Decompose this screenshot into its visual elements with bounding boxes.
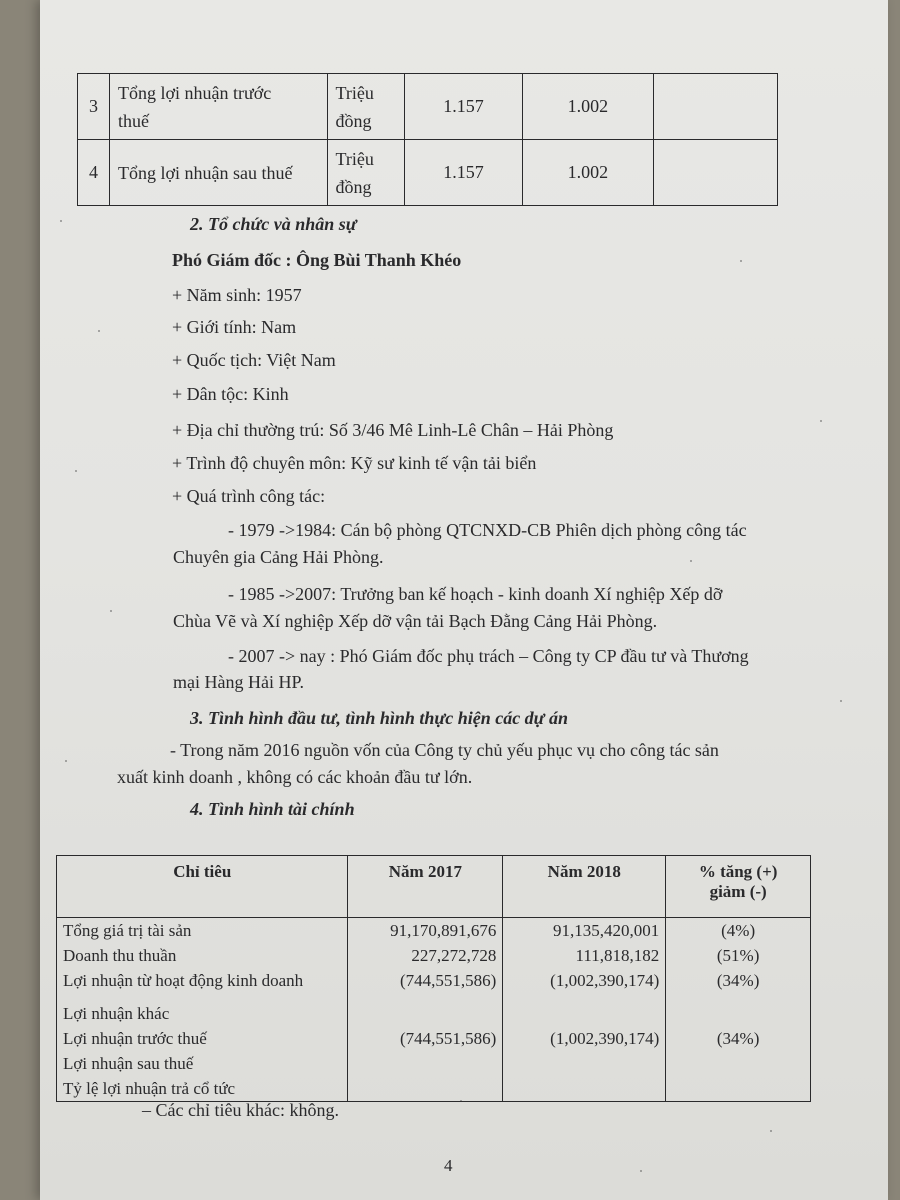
row-value-2: 1.002 xyxy=(522,140,653,206)
year-2017-cell: 91,170,891,676 227,272,728 (744,551,586) (744,551,586) xyxy=(348,918,503,1102)
row-label: Tổng lợi nhuận trước thuế xyxy=(109,74,327,140)
row-value-1: 1.157 xyxy=(405,140,522,206)
row-label: Tổng lợi nhuận sau thuế xyxy=(109,140,327,206)
row-unit: Triệu đồng xyxy=(327,74,405,140)
table-row xyxy=(78,74,778,140)
career-line: - 1985 ->2007: Trưởng ban kế hoạch - kinh doanh Xí nghiệp Xếp dỡ xyxy=(228,584,723,604)
info-line: + Địa chỉ thường trú: Số 3/46 Mê Linh-Lê Chân – Hải Phòng xyxy=(172,420,614,440)
header-2017: Năm 2017 xyxy=(348,856,503,918)
footer-note: – Các chỉ tiêu khác: không. xyxy=(142,1100,339,1120)
row-number: 3 xyxy=(78,74,110,140)
row-value-2: 1.002 xyxy=(522,74,653,140)
row-value-3 xyxy=(654,74,778,140)
career-line: Chùa Vẽ và Xí nghiệp Xếp dỡ vận tải Bạch Đằng Cảng Hải Phòng. xyxy=(173,611,658,631)
paragraph-line: xuất kinh doanh , không có các khoản đầu tư lớn. xyxy=(117,767,473,787)
info-line: + Năm sinh: 1957 xyxy=(172,285,302,305)
table-row xyxy=(78,140,778,206)
section-heading: 4. Tình hình tài chính xyxy=(190,799,355,819)
info-line: + Quá trình công tác: xyxy=(172,486,326,506)
career-line: - 1979 ->1984: Cán bộ phòng QTCNXD-CB Phiên dịch phòng công tác xyxy=(228,520,747,540)
page-number: 4 xyxy=(444,1156,453,1175)
row-unit: Triệu đồng xyxy=(327,140,405,206)
change-cell: (4%) (51%) (34%) (34%) xyxy=(666,918,811,1102)
info-line: + Trình độ chuyên môn: Kỹ sư kinh tế vận tải biển xyxy=(172,453,537,473)
finance-table xyxy=(56,855,811,1102)
career-line: - 2007 -> nay : Phó Giám đốc phụ trách – Công ty CP đầu tư và Thương xyxy=(228,646,749,666)
row-number: 4 xyxy=(78,140,110,206)
person-title: Phó Giám đốc : Ông Bùi Thanh Khéo xyxy=(172,250,462,270)
section-heading: 2. Tổ chức và nhân sự xyxy=(190,214,357,234)
section-heading: 3. Tình hình đầu tư, tình hình thực hiện các dự án xyxy=(190,708,568,728)
paragraph-line: - Trong năm 2016 nguồn vốn của Công ty chủ yếu phục vụ cho công tác sản xyxy=(170,740,719,760)
table-row xyxy=(57,918,811,1102)
header-indicator: Chỉ tiêu xyxy=(57,856,348,918)
summary-table xyxy=(77,73,778,206)
indicator-cell: Tổng giá trị tài sản Doanh thu thuần Lợi nhuận từ hoạt động kinh doanh Lợi nhuận khác Lợi nhuận trước thuế Lợi nhuận sau thuế Tỷ lệ lợi nhuận trả cổ tức xyxy=(57,918,348,1102)
year-2018-cell: 91,135,420,001 111,818,182 (1,002,390,174) (1,002,390,174) xyxy=(503,918,666,1102)
row-value-1: 1.157 xyxy=(405,74,522,140)
header-change: % tăng (+) giảm (-) xyxy=(666,856,811,918)
info-line: + Quốc tịch: Việt Nam xyxy=(172,350,336,370)
info-line: + Dân tộc: Kinh xyxy=(172,384,289,404)
info-line: + Giới tính: Nam xyxy=(172,317,297,337)
table-header-row xyxy=(57,856,811,918)
career-line: Chuyên gia Cảng Hải Phòng. xyxy=(173,547,384,567)
row-value-3 xyxy=(654,140,778,206)
header-2018: Năm 2018 xyxy=(503,856,666,918)
career-line: mại Hàng Hải HP. xyxy=(173,672,304,692)
